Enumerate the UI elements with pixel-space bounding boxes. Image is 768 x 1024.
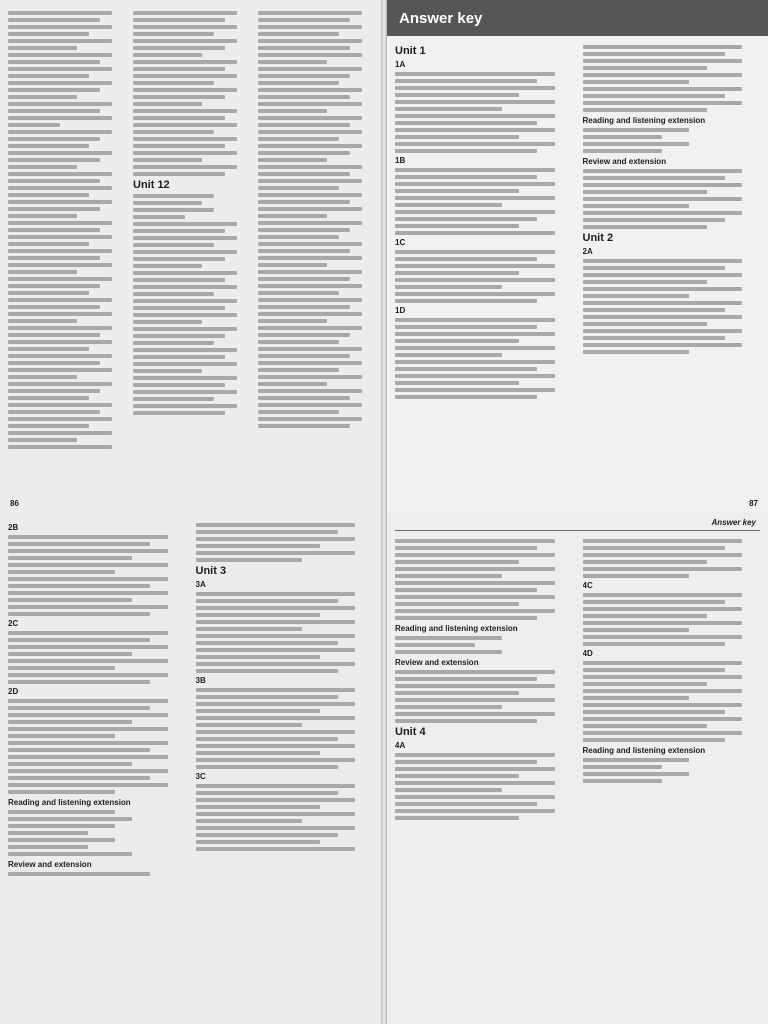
header-rule [395,530,760,531]
column-2 [133,8,248,494]
reading-listening-extension-heading: Reading and listening extension [395,624,518,633]
section-4c: 4C [582,581,593,590]
section-1c: 1C [395,238,406,247]
column-2 [196,520,374,1006]
page-86 [0,0,381,512]
section-2d: 2D [8,687,19,696]
unit-1-heading: Unit 1 [395,45,426,57]
page-number-86: 86 [10,499,19,508]
section-1d: 1D [395,306,406,315]
column-3 [258,8,373,494]
section-2a: 2A [582,247,593,256]
column-2 [583,42,761,494]
reading-listening-extension-heading: Reading and listening extension [8,798,131,807]
review-extension-heading: Review and extension [395,658,479,667]
unit-2-heading: Unit 2 [582,232,614,244]
column-1 [395,536,573,1018]
column-1 [8,8,123,494]
section-1b: 1B [395,156,406,165]
section-3b: 3B [195,676,206,685]
section-4a: 4A [395,741,406,750]
section-3c: 3C [195,772,206,781]
reading-listening-extension-heading: Reading and listening extension [582,116,706,125]
section-4d: 4D [582,649,593,658]
answer-key-title: Answer key [399,10,483,27]
unit-3-heading: Unit 3 [195,565,227,577]
running-head: Answer key [711,518,756,527]
right-page-lower [387,512,768,1024]
unit-4-heading: Unit 4 [395,726,426,738]
unit-12-heading: Unit 12 [133,179,170,191]
review-extension-heading: Review and extension [8,860,92,869]
section-1a: 1A [395,60,406,69]
left-page-lower [0,512,381,1024]
review-extension-heading: Review and extension [582,157,667,166]
page-87 [387,0,768,512]
reading-listening-extension-heading-2: Reading and listening extension [582,746,706,755]
section-3a: 3A [195,580,206,589]
section-2b: 2B [8,523,19,532]
bottom-spread [0,512,768,1024]
column-2 [583,536,761,1018]
section-2c: 2C [8,619,19,628]
page-number-87: 87 [749,499,758,508]
column-1 [395,42,573,494]
column-1 [8,520,186,1006]
